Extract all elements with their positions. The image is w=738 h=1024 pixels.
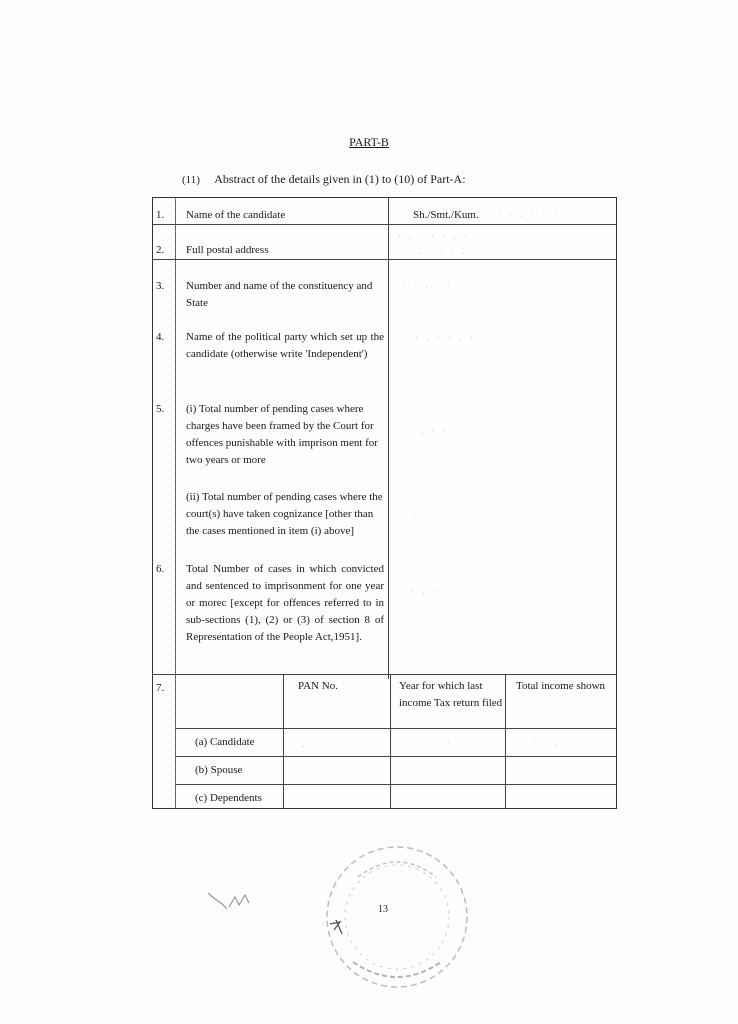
row-number: 5. <box>156 403 165 415</box>
intro-number: (11) <box>182 174 200 186</box>
row-number: 4. <box>156 331 165 343</box>
intro-text: Abstract of the details given in (1) to (10) of Part-A: <box>214 172 466 186</box>
row-separator <box>153 259 616 260</box>
candidate-name-label: Name of the candidate <box>186 209 286 221</box>
row-number: 7. <box>156 682 165 694</box>
constituency-label: Number and name of the constituency and State <box>186 280 373 309</box>
total-income-header: Total income shown <box>516 680 606 692</box>
income-row-separator <box>175 784 616 785</box>
convicted-cases-label: Total Number of cases in which convicted and sentenced to imprisonment for one year or morec [except for offences referred to in sub-sections (1), (2) or (3) of section 8 of Representation of the People Act,1951]. <box>186 563 384 643</box>
candidate-row-label: (a) Candidate <box>195 736 255 748</box>
redacted-text: · · . <box>533 737 561 747</box>
political-party-label: Name of the political party which set up the candidate (otherwise write 'Independent') <box>186 331 384 360</box>
row-number: 3. <box>156 280 165 292</box>
row-number: 1. <box>156 209 165 221</box>
income-row-separator <box>175 756 616 757</box>
handwritten-mark <box>205 885 260 920</box>
redacted-text: · . · · . · <box>415 332 476 342</box>
pending-cases-label-ii: (ii) Total number of pending cases where the court(s) have taken cognizance [other than the cases mentioned in item (i) above] <box>186 491 383 537</box>
page-title: PART-B <box>349 135 389 149</box>
abstract-table <box>152 197 617 809</box>
income-column-divider <box>283 674 284 808</box>
redacted-text: · · <box>413 510 431 520</box>
pan-header: PAN No. <box>298 680 338 692</box>
redacted-text: · · . · · · <box>498 209 560 219</box>
postal-address-label: Full postal address <box>186 244 269 256</box>
pending-cases-label-i: (i) Total number of pending cases where charges have been framed by the Court for offences punishable with imprison ment for two years or more <box>186 403 378 466</box>
official-seal-stamp <box>318 842 476 992</box>
tax-return-year-header: Year for which last income Tax return filed <box>399 680 503 709</box>
redacted-text: · · · <box>425 737 454 747</box>
redacted-text: · · . · · <box>403 280 454 290</box>
redacted-text: . · · <box>421 426 449 436</box>
value-column-divider <box>388 198 389 679</box>
income-column-divider <box>505 674 506 808</box>
row-separator <box>153 224 616 225</box>
redacted-text: . · · · . <box>418 246 468 256</box>
income-column-divider <box>390 674 391 808</box>
income-row-separator <box>175 728 616 729</box>
dotted-guide <box>175 198 176 808</box>
redacted-text: · . · <box>411 586 439 596</box>
row-number: 2. <box>156 244 165 256</box>
page-number: 13 <box>378 904 388 915</box>
redacted-text: · . · · · . · <box>398 231 470 241</box>
candidate-name-value: Sh./Smt./Kum. <box>413 209 479 221</box>
intro-line <box>182 172 466 187</box>
row-separator <box>153 674 616 675</box>
spouse-row-label: (b) Spouse <box>195 764 243 776</box>
row-number: 6. <box>156 563 165 575</box>
dependents-row-label: (c) Dependents <box>195 792 262 804</box>
redacted-text: · . · · · <box>291 739 342 749</box>
